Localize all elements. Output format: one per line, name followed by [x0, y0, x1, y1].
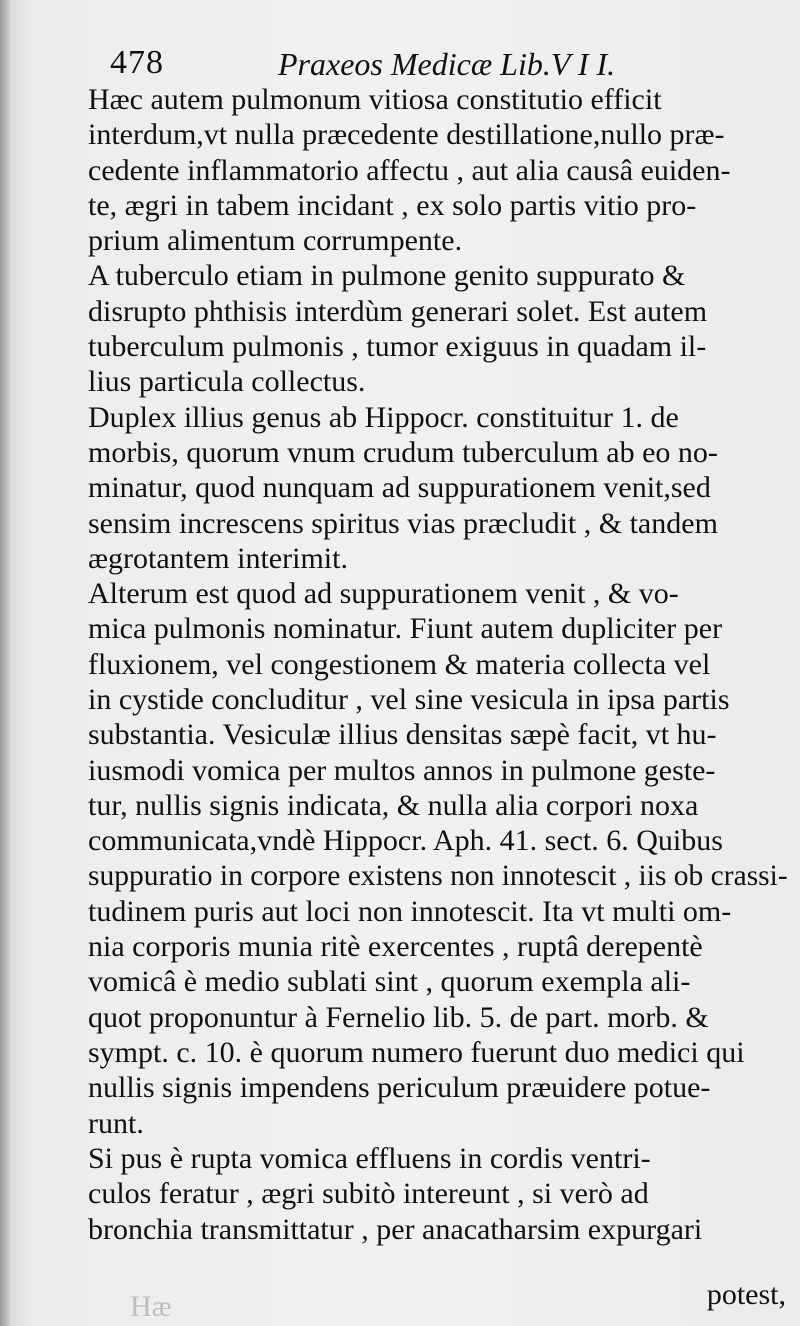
text-line: in cystide concluditur , vel sine vesicula in ipsa partis — [88, 683, 730, 717]
text-line: A tuberculo etiam in pulmone genito suppurato & — [88, 259, 686, 293]
text-line: interdum,vt nulla præcedente destillatione,nullo præ- — [88, 118, 725, 152]
text-line: substantia. Vesiculæ illius densitas sæpè facit, vt hu- — [88, 718, 717, 752]
text-line: cedente inflammatorio affectu , aut alia causâ euiden- — [88, 153, 731, 187]
text-line: quot proponuntur à Fernelio lib. 5. de part. morb. & — [88, 1000, 709, 1034]
text-line: morbis, quorum vnum crudum tuberculum ab eo no- — [88, 435, 718, 469]
text-line: vomicâ è medio sublati sint , quorum exempla ali- — [88, 965, 691, 999]
text-line: prium alimentum corrumpente. — [88, 224, 463, 258]
text-line: sympt. c. 10. è quorum numero fuerunt duo medici qui — [88, 1036, 745, 1070]
text-line: tuberculum pulmonis , tumor exiguus in quadam il- — [88, 330, 707, 364]
text-line: iusmodi vomica per multos annos in pulmone geste- — [88, 753, 716, 787]
catchword: potest, — [706, 1278, 786, 1311]
text-line: sensim increscens spiritus vias præcludit , & tandem — [88, 506, 718, 540]
text-line: tur, nullis signis indicata, & nulla alia corpori noxa — [88, 788, 699, 822]
page-gutter-edge — [0, 0, 10, 1326]
text-line: disrupto phthisis interdùm generari solet. Est autem — [88, 294, 708, 328]
text-line: minatur, quod nunquam ad suppurationem venit,sed — [88, 471, 711, 505]
body-text — [88, 82, 788, 1247]
text-line: runt. — [88, 1106, 144, 1140]
text-line: suppuratio in corpore existens non innotescit , iis ob crassi- — [88, 859, 788, 892]
show-through-text: Hæ — [130, 1290, 172, 1323]
text-line: bronchia transmittatur , per anacatharsim expurgari — [88, 1212, 703, 1246]
text-line: Alterum est quod ad suppurationem venit , & vo- — [88, 577, 679, 611]
text-line: Hæc autem pulmonum vitiosa constitutio efficit — [88, 83, 662, 116]
text-line: mica pulmonis nominatur. Fiunt autem dupliciter per — [88, 612, 723, 646]
text-line: lius particula collectus. — [88, 365, 366, 399]
page-number: 478 — [110, 44, 164, 81]
running-title: Praxeos Medicæ Lib.V I I. — [278, 46, 616, 82]
text-line: nia corporis munia ritè exercentes , ruptâ derepentè — [88, 930, 703, 964]
text-line: communicata,vndè Hippocr. Aph. 41. sect. 6. Quibus — [88, 824, 723, 858]
text-line: tudinem puris aut loci non innotescit. Ita vt multi om- — [88, 894, 732, 928]
text-line: culos feratur , ægri subitò intereunt , si verò ad — [88, 1177, 649, 1211]
text-line: ægrotantem interimit. — [88, 541, 348, 575]
text-line: te, ægri in tabem incidant , ex solo partis vitio pro- — [88, 188, 697, 222]
text-line: nullis signis impendens periculum præuidere potue- — [88, 1071, 711, 1105]
text-line: Duplex illius genus ab Hippocr. constituitur 1. de — [88, 400, 679, 434]
text-line: fluxionem, vel congestionem & materia collecta vel — [88, 647, 711, 681]
text-line: Si pus è rupta vomica effluens in cordis ventri- — [88, 1141, 651, 1175]
